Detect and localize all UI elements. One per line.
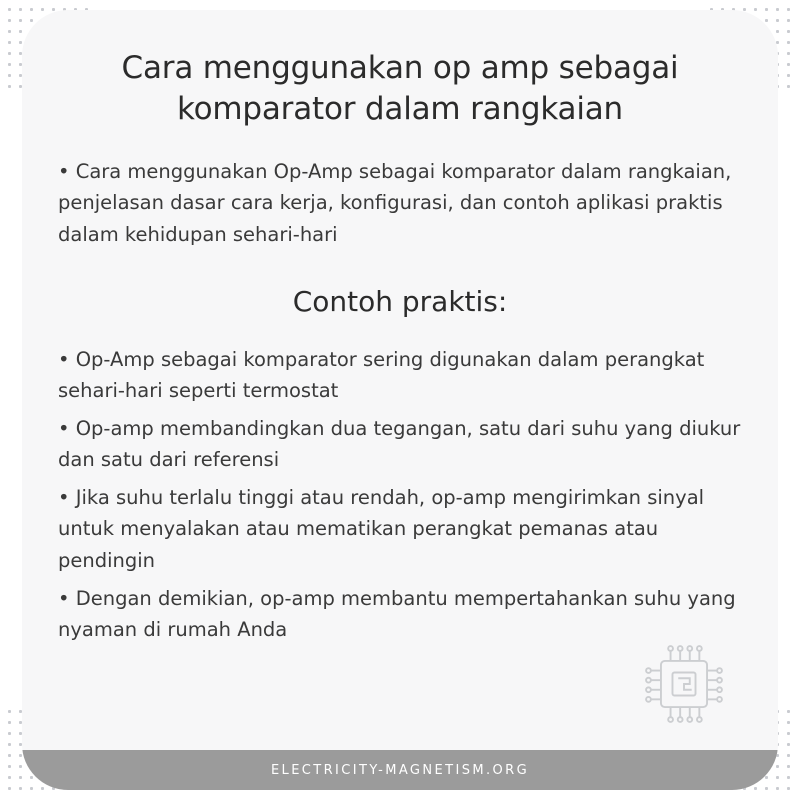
section-heading: Contoh praktis:	[292, 284, 508, 318]
footer-watermark: ELECTRICITY-MAGNETISM.ORG	[270, 762, 530, 778]
content-card	[22, 10, 778, 790]
list-item: • Op-amp membandingkan dua tegangan, satu dari suhu yang diukur dan satu dari referensi	[58, 416, 741, 472]
bullet-list	[56, 344, 744, 646]
intro-paragraph: • Cara menggunakan Op-Amp sebagai komparator dalam rangkaian, penjelasan dasar cara kerja, konfigurasi, dan contoh aplikasi praktis dalam kehidupan sehari-hari	[58, 159, 732, 246]
list-item: • Op-Amp sebagai komparator sering digunakan dalam perangkat sehari-hari seperti termostat	[58, 347, 705, 402]
footer-bar	[22, 750, 778, 790]
microchip-icon	[636, 636, 732, 732]
list-item: • Jika suhu terlalu tinggi atau rendah, op-amp mengirimkan sinyal untuk menyalakan atau mematikan perangkat pemanas atau pendingin	[58, 486, 705, 572]
page-title: Cara menggunakan op amp sebagai komparator dalam rangkaian	[121, 50, 679, 127]
list-item: • Dengan demikian, op-amp membantu mempertahankan suhu yang nyaman di rumah Anda	[58, 586, 736, 642]
